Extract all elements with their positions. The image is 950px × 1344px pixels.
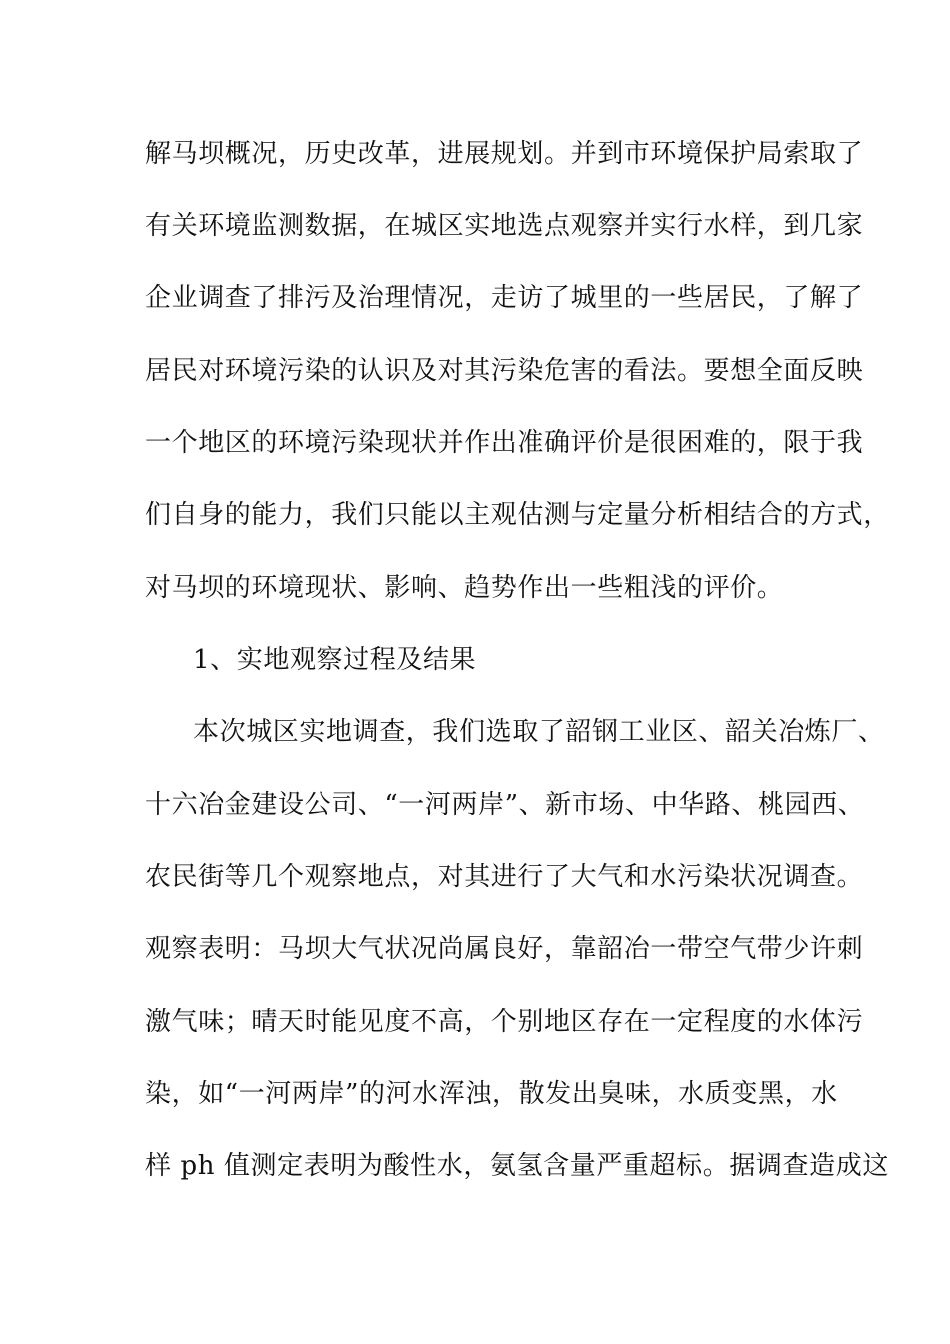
paragraph-line: 观察表明：马坝大气状况尚属良好，靠韶冶一带空气带少许刺 bbox=[145, 934, 864, 964]
paragraph-line: 染，如“一河两岸”的河水浑浊，散发出臭味，水质变黑，水 bbox=[145, 1079, 838, 1109]
paragraph-line: 解马坝概况，历史改革，进展规划。并到市环境保护局索取了 bbox=[145, 139, 864, 169]
paragraph-line: 居民对环境污染的认识及对其污染危害的看法。要想全面反映 bbox=[145, 356, 864, 386]
paragraph-line: 本次城区实地调查，我们选取了韶钢工业区、韶关冶炼厂、 bbox=[193, 717, 885, 747]
paragraph-line: 们自身的能力，我们只能以主观估测与定量分析相结合的方式， bbox=[145, 500, 890, 530]
paragraph-line: 样 ph 值测定表明为酸性水，氨氢含量严重超标。据调查造成这 bbox=[145, 1151, 889, 1181]
paragraph-line: 激气味；晴天时能见度不高，个别地区存在一定程度的水体污 bbox=[145, 1007, 864, 1037]
section-heading: 1、实地观察过程及结果 bbox=[193, 645, 477, 675]
paragraph-line: 一个地区的环境污染现状并作出准确评价是很困难的，限于我 bbox=[145, 428, 864, 458]
paragraph-line: 对马坝的环境现状、影响、趋势作出一些粗浅的评价。 bbox=[145, 573, 784, 603]
paragraph-line: 有关环境监测数据，在城区实地选点观察并实行水样，到几家 bbox=[145, 211, 864, 241]
paragraph-line: 企业调查了排污及治理情况，走访了城里的一些居民，了解了 bbox=[145, 283, 864, 313]
paragraph-line: 十六冶金建设公司、“一河两岸”、新市场、中华路、桃园西、 bbox=[145, 790, 865, 820]
paragraph-line: 农民街等几个观察地点，对其进行了大气和水污染状况调查。 bbox=[145, 862, 864, 892]
